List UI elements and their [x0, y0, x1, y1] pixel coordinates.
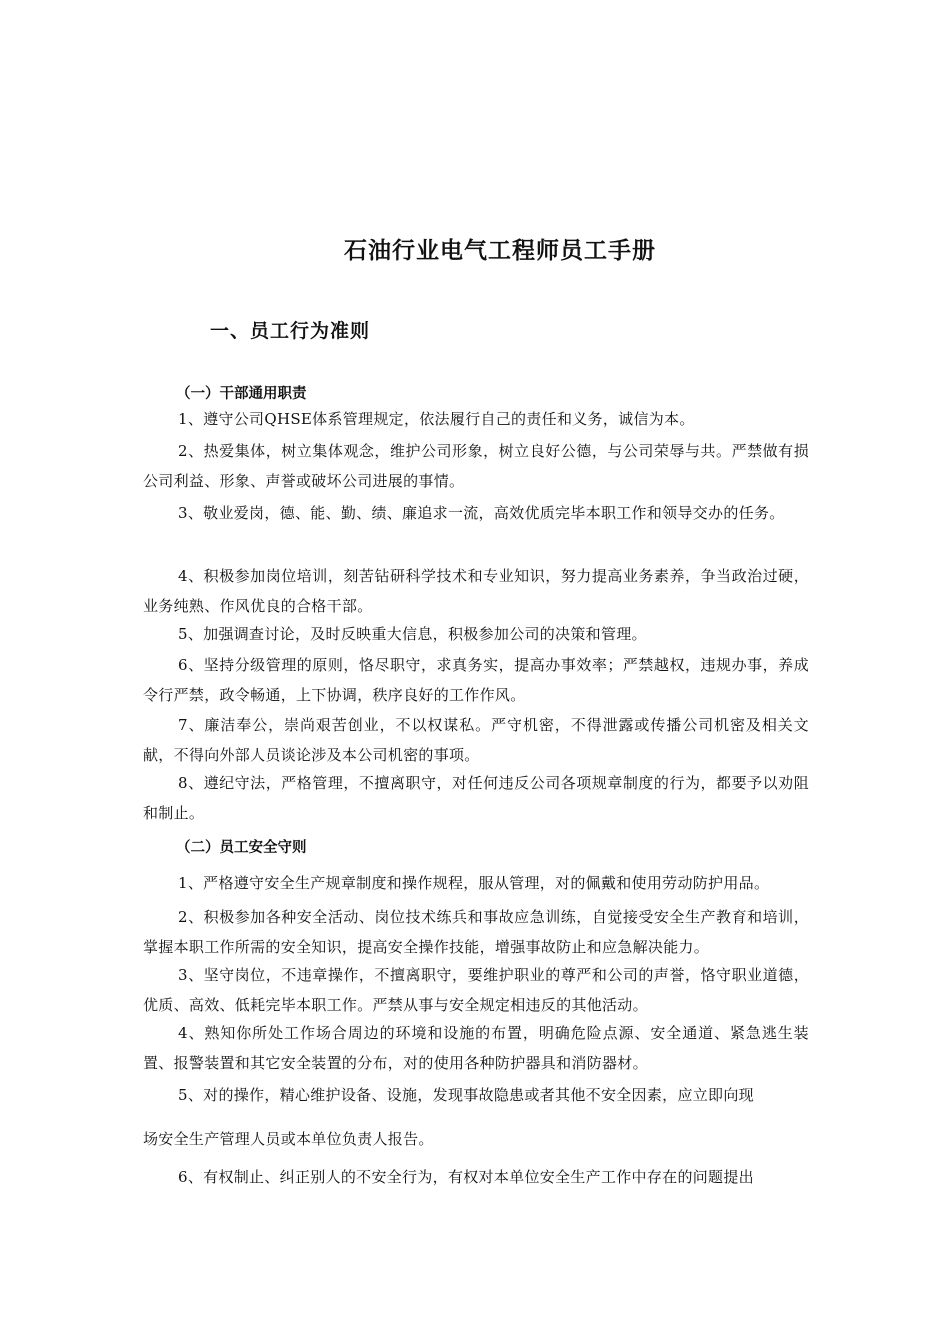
paragraph-item: 6、坚持分级管理的原则，恪尽职守，求真务实，提高办事效率；严禁越权，违规办事，养成令行严禁，政令畅通，上下协调，秩序良好的工作作风。: [143, 656, 809, 704]
section-heading-safety-rules: （二）员工安全守则: [176, 839, 307, 856]
paragraph-item: 8、遵纪守法，严格管理，不擅离职守，对任何违反公司各项规章制度的行为，都要予以劝阻和制止。: [143, 774, 809, 822]
paragraph-item: 5、对的操作，精心维护设备、设施，发现事故隐患或者其他不安全因素，应立即向现: [178, 1086, 754, 1104]
paragraph-continuation: 场安全生产管理人员或本单位负责人报告。: [143, 1130, 434, 1148]
paragraph-item: 4、熟知你所处工作场合周边的环境和设施的布置，明确危险点源、安全通道、紧急逃生装置、报警装置和其它安全装置的分布，对的使用各种防护器具和消防器材。: [143, 1024, 809, 1072]
paragraph-item: 3、坚守岗位，不违章操作，不擅离职守，要维护职业的尊严和公司的声誉，恪守职业道德，优质、高效、低耗完毕本职工作。严禁从事与安全规定相违反的其他活动。: [143, 966, 809, 1014]
paragraph-item: 2、积极参加各种安全活动、岗位技术练兵和事故应急训练，自觉接受安全生产教育和培训，掌握本职工作所需的安全知识，提高安全操作技能，增强事故防止和应急解决能力。: [143, 908, 809, 956]
paragraph-item: 2、热爱集体，树立集体观念，维护公司形象，树立良好公德，与公司荣辱与共。严禁做有损公司利益、形象、声誉或破坏公司进展的事情。: [143, 442, 809, 490]
paragraph-item: 1、严格遵守安全生产规章制度和操作规程，服从管理，对的佩戴和使用劳动防护用品。: [178, 874, 770, 892]
section-heading-cadre-duties: （一）干部通用职责: [176, 385, 307, 402]
paragraph-item: 4、积极参加岗位培训，刻苦钻研科学技术和专业知识，努力提高业务素养，争当政治过硬，业务纯熟、作风优良的合格干部。: [143, 567, 809, 615]
paragraph-item: 6、有权制止、纠正别人的不安全行为，有权对本单位安全生产工作中存在的问题提出: [178, 1168, 754, 1186]
document-title: 石油行业电气工程师员工手册: [344, 237, 656, 264]
paragraph-item: 7、廉洁奉公，崇尚艰苦创业，不以权谋私。严守机密，不得泄露或传播公司机密及相关文献，不得向外部人员谈论涉及本公司机密的事项。: [143, 716, 809, 764]
paragraph-item: 5、加强调查讨论，及时反映重大信息，积极参加公司的决策和管理。: [178, 625, 647, 643]
paragraph-item: 1、遵守公司QHSE体系管理规定，依法履行自己的责任和义务，诚信为本。: [178, 410, 695, 428]
paragraph-item: 3、敬业爱岗，德、能、勤、绩、廉追求一流，高效优质完毕本职工作和领导交办的任务。: [178, 504, 785, 522]
chapter-heading: 一、员工行为准则: [210, 320, 371, 342]
